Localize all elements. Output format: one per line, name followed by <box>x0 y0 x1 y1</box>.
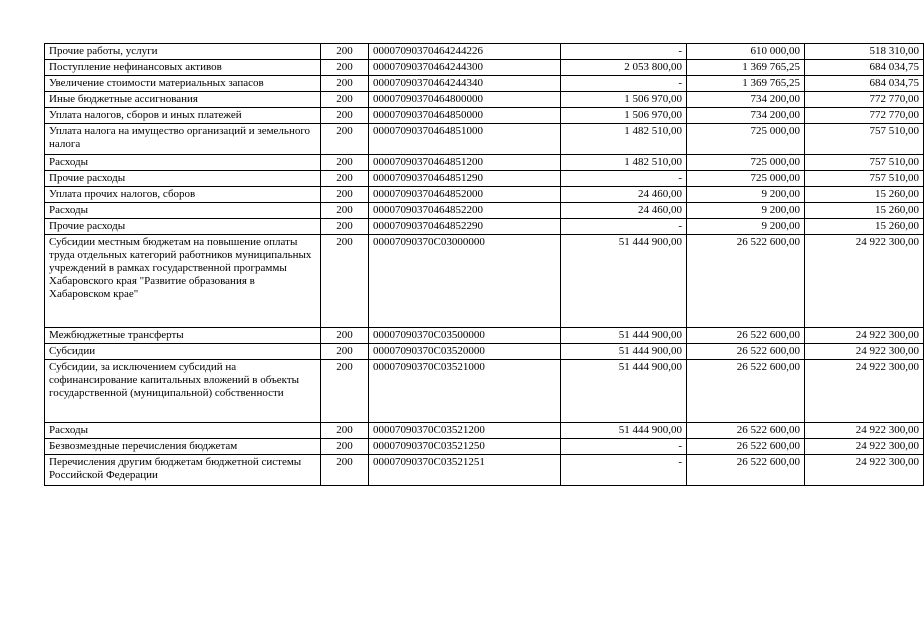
row-value-3: 757 510,00 <box>805 155 924 171</box>
table-row <box>45 423 924 439</box>
row-value-1: 24 460,00 <box>561 187 687 203</box>
row-value-3: 24 922 300,00 <box>805 439 924 455</box>
table-row <box>45 108 924 124</box>
row-value-1: 1 506 970,00 <box>561 108 687 124</box>
row-value-3: 772 770,00 <box>805 92 924 108</box>
row-value-1: - <box>561 219 687 235</box>
row-name: Расходы <box>45 423 321 439</box>
row-kbk: 00007090370C03521200 <box>369 423 561 439</box>
row-code: 200 <box>321 360 369 423</box>
table-row <box>45 455 924 486</box>
row-value-3: 15 260,00 <box>805 219 924 235</box>
table-row <box>45 360 924 423</box>
row-value-1: 2 053 800,00 <box>561 60 687 76</box>
row-kbk: 00007090370464800000 <box>369 92 561 108</box>
table-row <box>45 44 924 60</box>
budget-table <box>44 43 924 486</box>
row-value-1: - <box>561 439 687 455</box>
row-value-2: 610 000,00 <box>687 44 805 60</box>
row-kbk: 00007090370C03521250 <box>369 439 561 455</box>
row-value-2: 1 369 765,25 <box>687 60 805 76</box>
table-row <box>45 219 924 235</box>
row-value-2: 734 200,00 <box>687 92 805 108</box>
row-value-3: 15 260,00 <box>805 203 924 219</box>
table-row <box>45 203 924 219</box>
row-value-2: 9 200,00 <box>687 203 805 219</box>
row-value-1: 24 460,00 <box>561 203 687 219</box>
row-kbk: 00007090370464244300 <box>369 60 561 76</box>
row-name: Безвозмездные перечисления бюджетам <box>45 439 321 455</box>
row-value-1: 51 444 900,00 <box>561 423 687 439</box>
row-code: 200 <box>321 328 369 344</box>
row-kbk: 00007090370C03520000 <box>369 344 561 360</box>
row-code: 200 <box>321 171 369 187</box>
row-code: 200 <box>321 92 369 108</box>
row-code: 200 <box>321 76 369 92</box>
row-value-1: - <box>561 76 687 92</box>
row-name: Увеличение стоимости материальных запасов <box>45 76 321 92</box>
table-row <box>45 124 924 155</box>
row-value-3: 757 510,00 <box>805 124 924 155</box>
row-name: Иные бюджетные ассигнования <box>45 92 321 108</box>
row-name: Субсидии <box>45 344 321 360</box>
row-value-1: 51 444 900,00 <box>561 235 687 328</box>
row-code: 200 <box>321 439 369 455</box>
row-name: Уплата налога на имущество организаций и земельного налога <box>45 124 321 155</box>
row-kbk: 00007090370464852200 <box>369 203 561 219</box>
row-kbk: 00007090370464851200 <box>369 155 561 171</box>
row-value-3: 518 310,00 <box>805 44 924 60</box>
table-row <box>45 171 924 187</box>
row-value-1: 1 506 970,00 <box>561 92 687 108</box>
row-value-2: 725 000,00 <box>687 124 805 155</box>
row-name: Уплата налогов, сборов и иных платежей <box>45 108 321 124</box>
row-value-1: - <box>561 455 687 486</box>
row-kbk: 00007090370464851000 <box>369 124 561 155</box>
table-row <box>45 344 924 360</box>
row-name: Расходы <box>45 203 321 219</box>
row-value-2: 26 522 600,00 <box>687 360 805 423</box>
row-value-3: 15 260,00 <box>805 187 924 203</box>
row-code: 200 <box>321 455 369 486</box>
row-value-3: 684 034,75 <box>805 76 924 92</box>
row-name: Субсидии, за исключением субсидий на софинансирование капитальных вложений в объекты государственной (муниципальной) собственности <box>45 360 321 423</box>
row-value-2: 26 522 600,00 <box>687 439 805 455</box>
row-value-2: 26 522 600,00 <box>687 455 805 486</box>
row-name: Прочие работы, услуги <box>45 44 321 60</box>
row-name: Уплата прочих налогов, сборов <box>45 187 321 203</box>
row-code: 200 <box>321 124 369 155</box>
row-kbk: 00007090370464850000 <box>369 108 561 124</box>
row-value-1: 51 444 900,00 <box>561 328 687 344</box>
row-value-1: - <box>561 171 687 187</box>
row-value-2: 26 522 600,00 <box>687 344 805 360</box>
row-name: Расходы <box>45 155 321 171</box>
row-code: 200 <box>321 219 369 235</box>
row-value-2: 725 000,00 <box>687 155 805 171</box>
row-kbk: 00007090370C03000000 <box>369 235 561 328</box>
row-value-3: 772 770,00 <box>805 108 924 124</box>
row-value-3: 684 034,75 <box>805 60 924 76</box>
row-value-2: 734 200,00 <box>687 108 805 124</box>
row-value-3: 24 922 300,00 <box>805 423 924 439</box>
row-kbk: 00007090370C03521000 <box>369 360 561 423</box>
row-name: Перечисления другим бюджетам бюджетной системы Российской Федерации <box>45 455 321 486</box>
row-value-2: 9 200,00 <box>687 219 805 235</box>
row-code: 200 <box>321 155 369 171</box>
row-name: Субсидии местным бюджетам на повышение оплаты труда отдельных категорий работников муниципальных учреждений в рамках государственной программы Хабаровского края "Развитие образования в Хабаровском крае" <box>45 235 321 328</box>
row-value-3: 24 922 300,00 <box>805 235 924 328</box>
row-value-3: 24 922 300,00 <box>805 344 924 360</box>
row-kbk: 00007090370464244340 <box>369 76 561 92</box>
table-row <box>45 92 924 108</box>
row-name: Прочие расходы <box>45 219 321 235</box>
row-value-3: 24 922 300,00 <box>805 455 924 486</box>
table-row <box>45 235 924 328</box>
row-name: Межбюджетные трансферты <box>45 328 321 344</box>
row-value-1: 51 444 900,00 <box>561 344 687 360</box>
row-kbk: 00007090370464244226 <box>369 44 561 60</box>
row-code: 200 <box>321 108 369 124</box>
row-value-1: 51 444 900,00 <box>561 360 687 423</box>
row-value-1: 1 482 510,00 <box>561 124 687 155</box>
row-value-3: 24 922 300,00 <box>805 328 924 344</box>
row-kbk: 00007090370464851290 <box>369 171 561 187</box>
row-name: Прочие расходы <box>45 171 321 187</box>
row-code: 200 <box>321 203 369 219</box>
table-row <box>45 155 924 171</box>
row-value-1: - <box>561 44 687 60</box>
row-code: 200 <box>321 344 369 360</box>
row-value-2: 1 369 765,25 <box>687 76 805 92</box>
table-row <box>45 439 924 455</box>
row-value-2: 26 522 600,00 <box>687 328 805 344</box>
row-kbk: 00007090370464852000 <box>369 187 561 203</box>
row-kbk: 00007090370C03521251 <box>369 455 561 486</box>
row-value-2: 26 522 600,00 <box>687 423 805 439</box>
table-row <box>45 76 924 92</box>
row-value-2: 26 522 600,00 <box>687 235 805 328</box>
row-code: 200 <box>321 423 369 439</box>
row-value-3: 24 922 300,00 <box>805 360 924 423</box>
row-kbk: 00007090370464852290 <box>369 219 561 235</box>
table-row <box>45 60 924 76</box>
table-row <box>45 328 924 344</box>
row-code: 200 <box>321 187 369 203</box>
row-code: 200 <box>321 60 369 76</box>
row-code: 200 <box>321 235 369 328</box>
row-kbk: 00007090370C03500000 <box>369 328 561 344</box>
table-row <box>45 187 924 203</box>
row-code: 200 <box>321 44 369 60</box>
row-value-3: 757 510,00 <box>805 171 924 187</box>
row-value-2: 9 200,00 <box>687 187 805 203</box>
row-value-1: 1 482 510,00 <box>561 155 687 171</box>
row-value-2: 725 000,00 <box>687 171 805 187</box>
row-name: Поступление нефинансовых активов <box>45 60 321 76</box>
